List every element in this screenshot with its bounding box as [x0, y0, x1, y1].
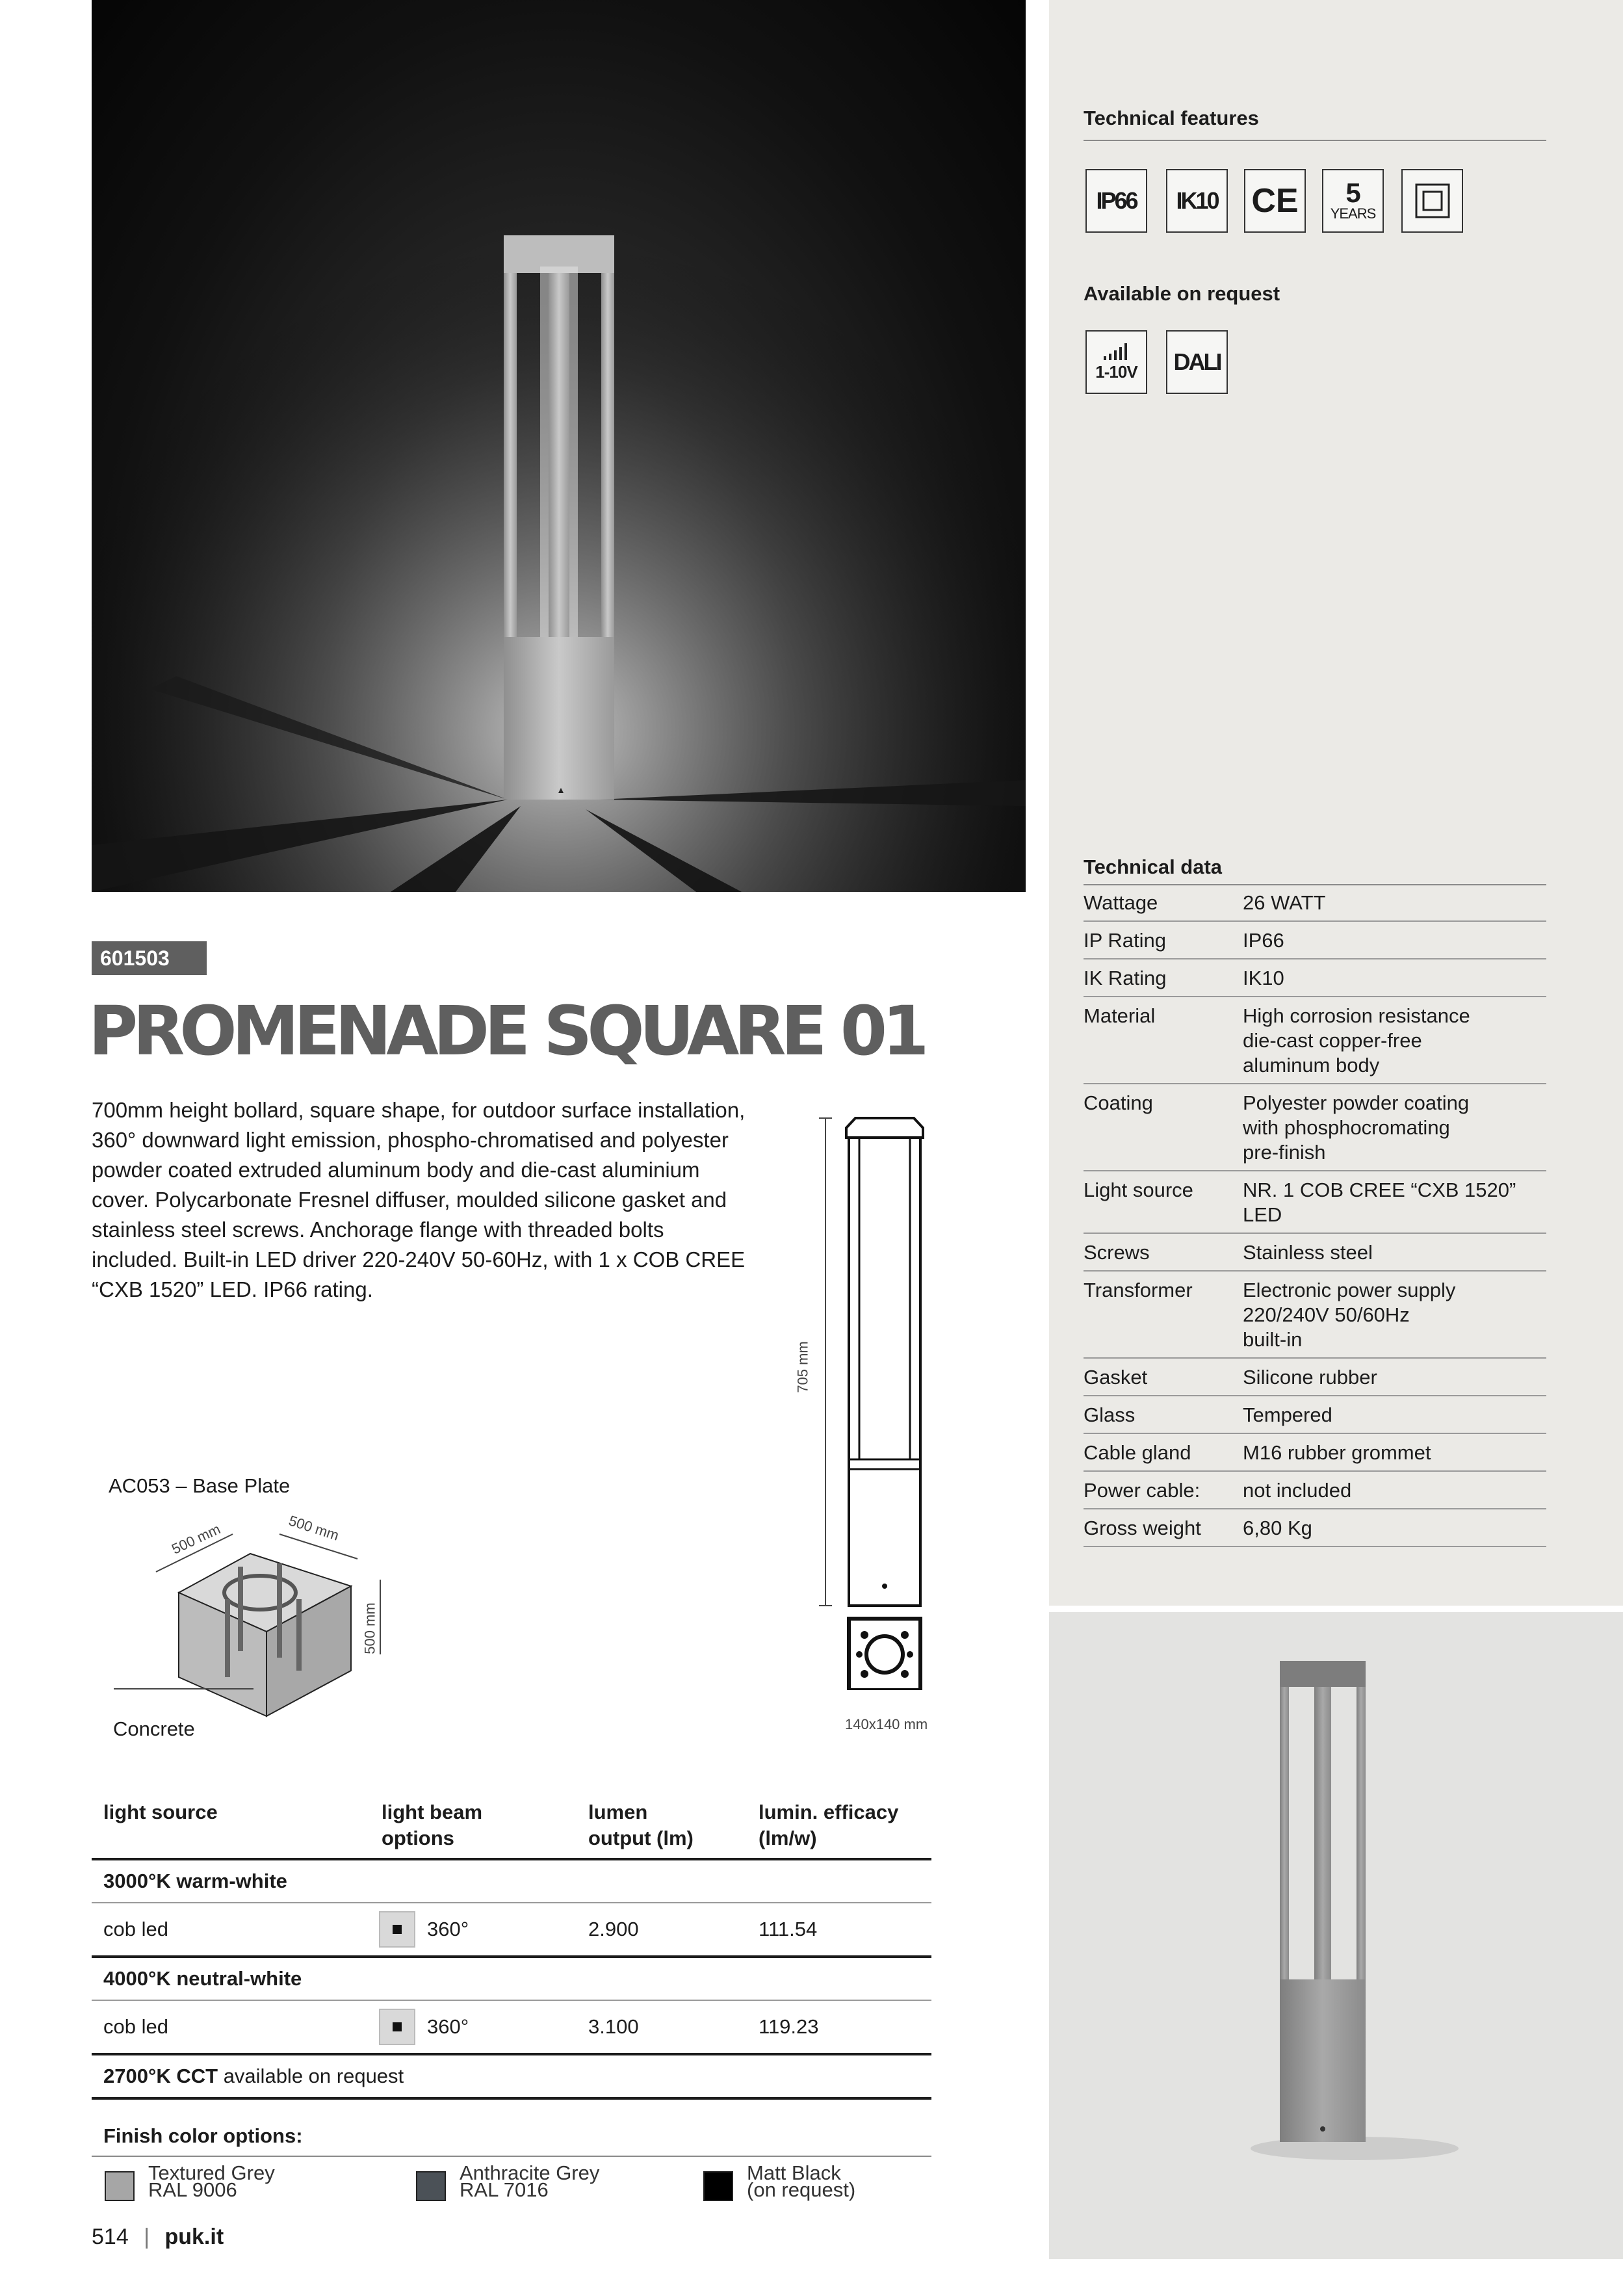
- technical-features-heading: Technical features: [1084, 107, 1259, 129]
- table-group-row: 4000°K neutral-white: [92, 1958, 931, 2001]
- beam-360-icon: [379, 1911, 415, 1948]
- tech-row: Gross weight 6,80 Kg: [1084, 1509, 1546, 1547]
- bollard-photo-illustration: [92, 0, 1026, 892]
- finish-options-heading: Finish color options:: [103, 2124, 303, 2147]
- page-number: 514: [92, 2224, 129, 2249]
- table-group-row: 3000°K warm-white: [92, 1860, 931, 1903]
- hero-product-photo: [92, 0, 1026, 892]
- light-source-table: [92, 1794, 931, 2100]
- ip66-icon: IP66: [1085, 169, 1147, 233]
- bollard-studio-illustration: [1049, 1612, 1623, 2259]
- page-footer: 514 | puk.it: [92, 2224, 224, 2249]
- class-ii-insulation-icon: [1401, 169, 1463, 233]
- matt-black-label: Matt Black (on request): [747, 2161, 856, 2201]
- tech-row: Glass Tempered: [1084, 1396, 1546, 1434]
- anthracite-grey-swatch: [416, 2171, 446, 2201]
- tech-row: Coating Polyester powder coating with phosphocromating pre-finish: [1084, 1084, 1546, 1171]
- available-on-request-heading: Available on request: [1084, 282, 1280, 305]
- technical-features-rule: [1084, 140, 1546, 141]
- bollard-footprint-dimension: 140x140 mm: [845, 1716, 928, 1732]
- tech-row: IP Rating IP66: [1084, 922, 1546, 959]
- bollard-elevation-drawing: [812, 1105, 942, 1690]
- tech-row: Cable gland M16 rubber grommet: [1084, 1434, 1546, 1472]
- anthracite-grey-label: Anthracite Grey RAL 7016: [460, 2161, 600, 2201]
- tech-row: IK Rating IK10: [1084, 959, 1546, 997]
- bollard-height-dimension: 705 mm: [794, 1341, 811, 1393]
- technical-data-table: [1084, 884, 1546, 1547]
- table-row: cob led 360° 3.100 119.23: [92, 2001, 931, 2055]
- base-plate-diagram: [104, 1508, 403, 1729]
- matt-black-swatch: [703, 2171, 733, 2201]
- secondary-product-photo: [1049, 1612, 1623, 2259]
- finish-options-rule: [92, 2156, 931, 2157]
- technical-data-heading: Technical data: [1084, 855, 1223, 878]
- tech-row: Material High corrosion resistance die-cast copper-free aluminum body: [1084, 997, 1546, 1084]
- base-width-dimension: 500 mm: [169, 1520, 223, 1558]
- textured-grey-label: Textured Grey RAL 9006: [148, 2161, 275, 2201]
- tech-row: Gasket Silicone rubber: [1084, 1359, 1546, 1396]
- tech-row: Power cable: not included: [1084, 1472, 1546, 1509]
- textured-grey-swatch: [105, 2171, 135, 2201]
- base-depth-dimension: 500 mm: [287, 1512, 341, 1544]
- ik10-icon: IK10: [1166, 169, 1228, 233]
- tech-row: Transformer Electronic power supply 220/240V 50/60Hz built-in: [1084, 1272, 1546, 1359]
- table-note-row: 2700°K CCT available on request: [92, 2055, 931, 2100]
- tech-row: Wattage 26 WATT: [1084, 884, 1546, 922]
- base-plate-label: AC053 – Base Plate: [109, 1474, 291, 1497]
- ce-mark-icon: CE: [1244, 169, 1306, 233]
- base-height-dimension: 500 mm: [361, 1602, 378, 1654]
- table-row: cob led 360° 2.900 111.54: [92, 1903, 931, 1958]
- dali-icon: DALI: [1166, 330, 1228, 394]
- product-code-tag: 601503: [92, 941, 207, 975]
- tech-row: Screws Stainless steel: [1084, 1234, 1546, 1272]
- dimmable-1-10v-icon: 1-10V: [1085, 330, 1147, 394]
- tech-row: Light source NR. 1 COB CREE “CXB 1520” LED: [1084, 1171, 1546, 1234]
- website-link[interactable]: puk.it: [164, 2224, 224, 2249]
- product-title: PROMENADE SQUARE 01: [88, 991, 924, 1071]
- five-years-warranty-icon: 5 YEARS: [1322, 169, 1384, 233]
- concrete-label: Concrete: [113, 1717, 195, 1740]
- table-header: light source light beam options lumen output (lm) lumin. efficacy (lm/w): [92, 1794, 931, 1860]
- beam-360-icon: [379, 2009, 415, 2045]
- product-description: 700mm height bollard, square shape, for outdoor surface installation, 360° downward light emission, phospho-chromatised and polyester powder coated extruded aluminum body and die-cast aluminium cover. Polycarbonate Fresnel diffuser, moulded silicone gasket and stainless steel screws. Anchorage flange with threaded bolts included. Built-in LED driver 220-240V 50-60Hz, with 1 x COB CREE “CXB 1520” LED. IP66 rating.: [92, 1098, 746, 1301]
